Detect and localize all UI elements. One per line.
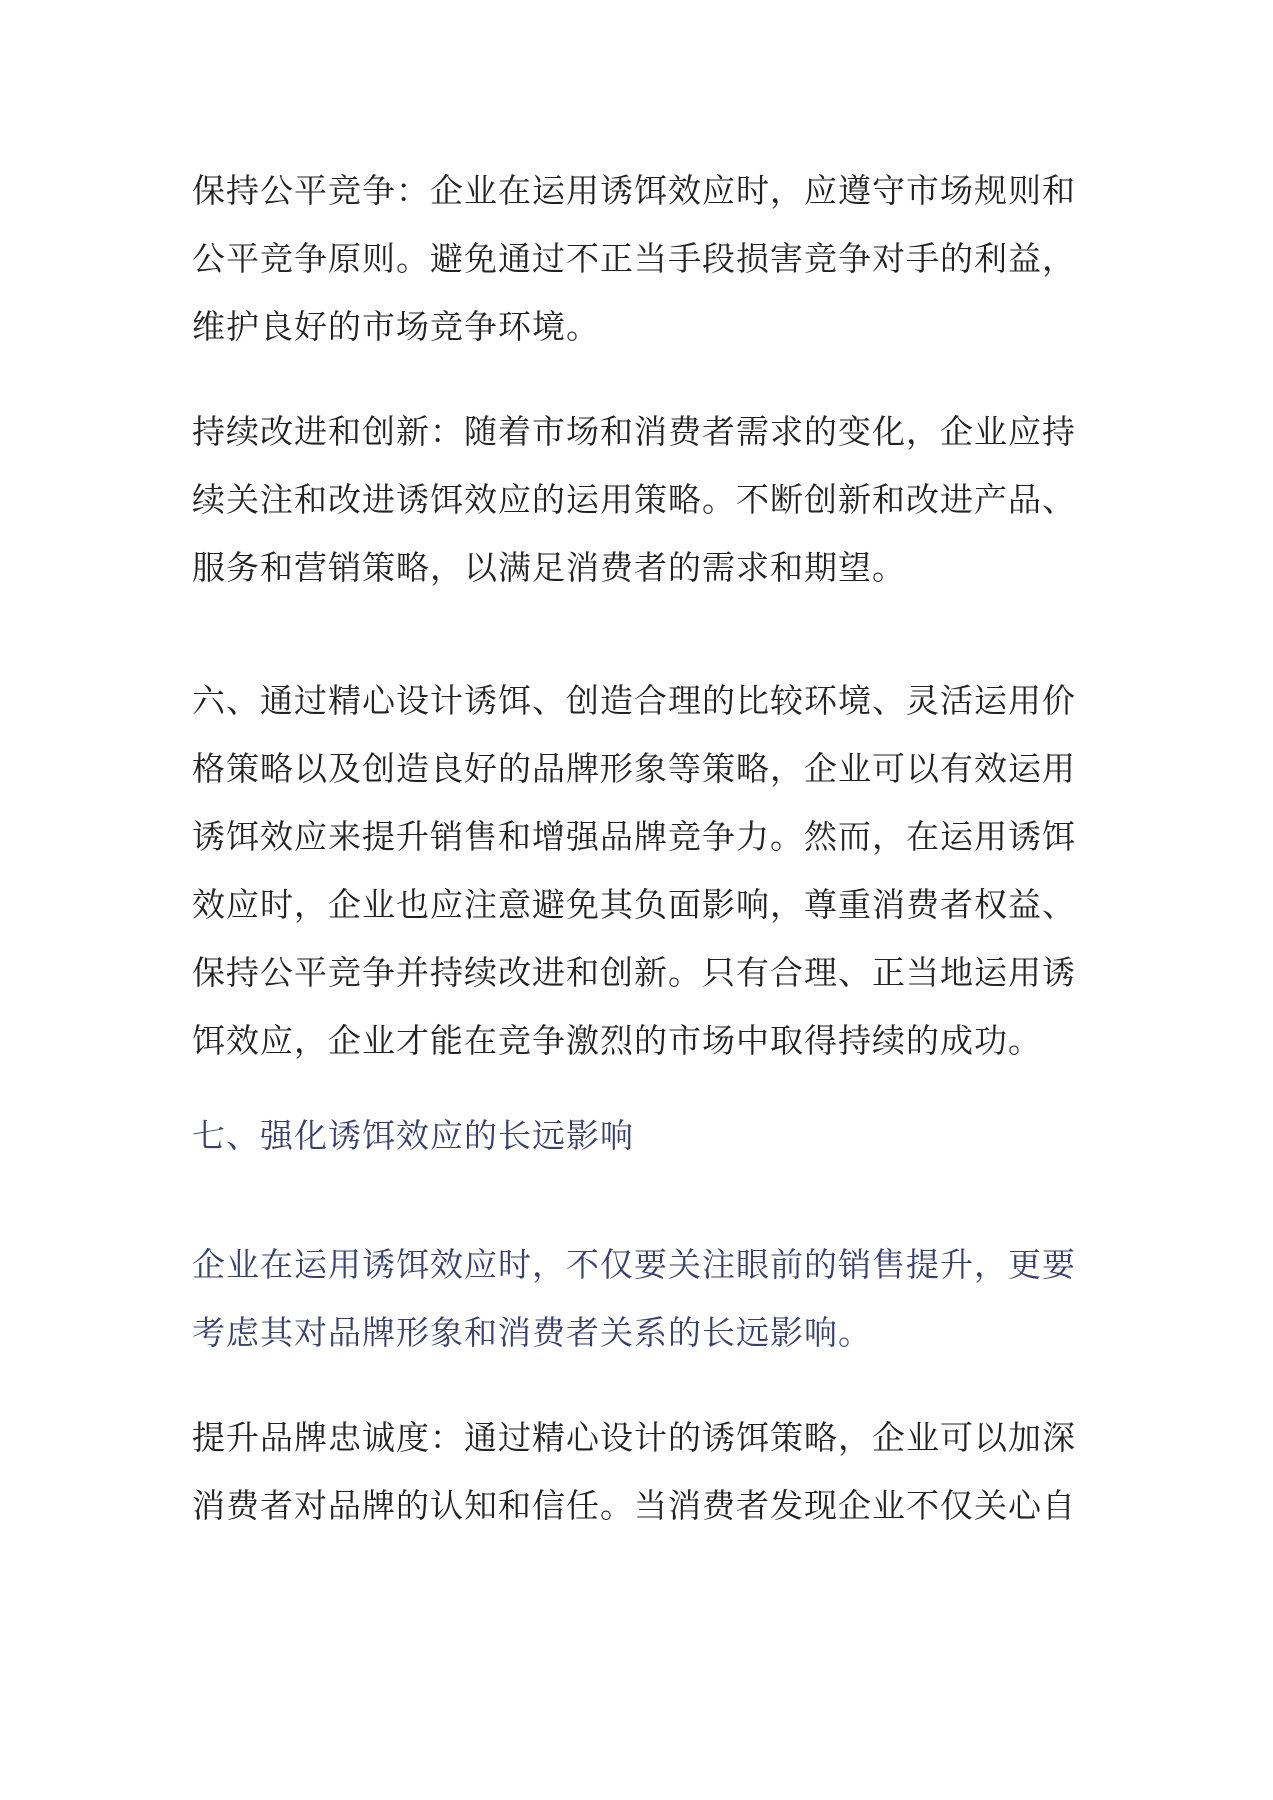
text-line: 饵效应，企业才能在竞争激烈的市场中取得持续的成功。 bbox=[192, 1021, 1042, 1060]
text-line: 企业在运用诱饵效应时，不仅要关注眼前的销售提升，更要 bbox=[192, 1245, 1076, 1284]
text-line: 续关注和改进诱饵效应的运用策略。不断创新和改进产品、 bbox=[192, 480, 1076, 519]
paragraph-continuous-improvement bbox=[192, 398, 1092, 602]
text-line: 格策略以及创造良好的品牌形象等策略，企业可以有效运用 bbox=[192, 749, 1076, 788]
section-heading-text: 七、强化诱饵效应的长远影响 bbox=[192, 1116, 634, 1155]
text-line: 提升品牌忠诚度：通过精心设计的诱饵策略，企业可以加深 bbox=[192, 1418, 1076, 1457]
text-line: 六、通过精心设计诱饵、创造合理的比较环境、灵活运用价 bbox=[192, 681, 1076, 720]
section-heading-seven bbox=[192, 1102, 1092, 1170]
text-line: 持续改进和创新：随着市场和消费者需求的变化，企业应持 bbox=[192, 412, 1076, 451]
text-line: 维护良好的市场竞争环境。 bbox=[192, 307, 600, 346]
paragraph-long-term-intro bbox=[192, 1231, 1092, 1367]
paragraph-fair-competition bbox=[192, 157, 1092, 361]
text-line: 保持公平竞争：企业在运用诱饵效应时，应遵守市场规则和 bbox=[192, 171, 1076, 210]
text-line: 诱饵效应来提升销售和增强品牌竞争力。然而，在运用诱饵 bbox=[192, 817, 1076, 856]
paragraph-brand-loyalty bbox=[192, 1404, 1092, 1540]
text-line: 服务和营销策略，以满足消费者的需求和期望。 bbox=[192, 548, 906, 587]
text-line: 公平竞争原则。避免通过不正当手段损害竞争对手的利益， bbox=[192, 239, 1076, 278]
text-line: 考虑其对品牌形象和消费者关系的长远影响。 bbox=[192, 1313, 872, 1352]
paragraph-section-six bbox=[192, 667, 1092, 1075]
text-line: 消费者对品牌的认知和信任。当消费者发现企业不仅关心自 bbox=[192, 1486, 1076, 1525]
text-line: 保持公平竞争并持续改进和创新。只有合理、正当地运用诱 bbox=[192, 953, 1076, 992]
text-line: 效应时，企业也应注意避免其负面影响，尊重消费者权益、 bbox=[192, 885, 1076, 924]
